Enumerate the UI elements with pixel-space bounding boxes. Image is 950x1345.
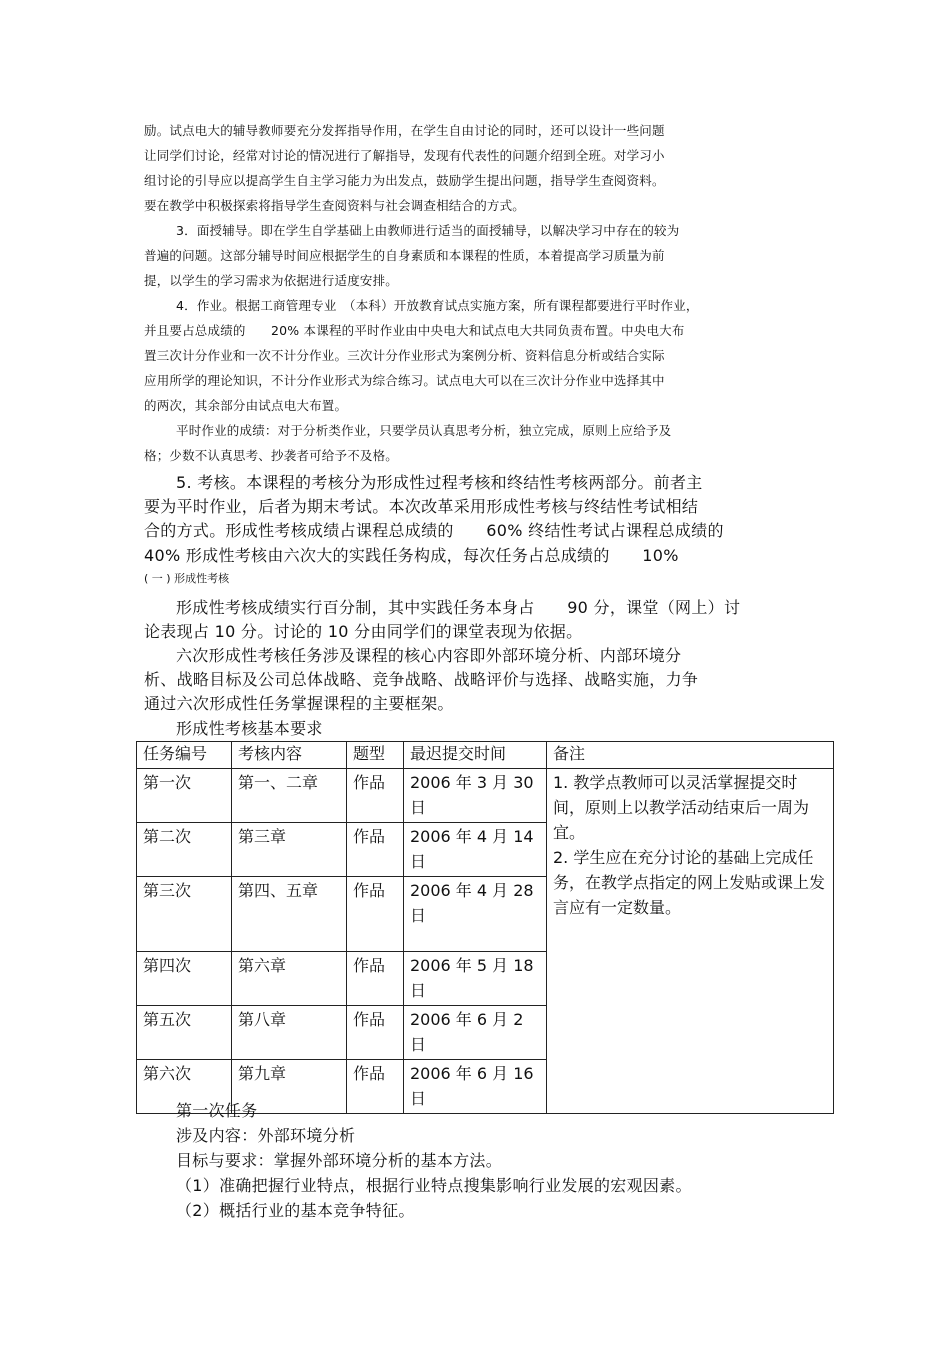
header-content: 考核内容 (232, 742, 347, 769)
note-item: 1. 教学点教师可以灵活掌握提交时间，原则上以教学活动结束后一周为宜。 (553, 773, 810, 842)
cell-type: 作品 (347, 877, 404, 952)
cell-type: 作品 (347, 1060, 404, 1114)
body-line: 六次形成性考核任务涉及课程的核心内容即外部环境分析、内部环境分 (176, 646, 682, 665)
cell-task-no: 第三次 (137, 877, 232, 952)
body-line: 40% 形成性考核由六次大的实践任务构成，每次任务占总成绩的 10% (144, 546, 679, 565)
body-line: 应用所学的理论知识，不计分作业形式为综合练习。试点电大可以在三次计分作业中选择其中 (144, 373, 665, 388)
note-item: 2. 学生应在充分讨论的基础上完成任务，在教学点指定的网上发贴或课上发言应有一定数量。 (553, 848, 826, 917)
body-line: 析、战略目标及公司总体战略、竞争战略、战略评价与选择、战略实施，力争 (144, 670, 699, 689)
cell-task-no: 第五次 (137, 1006, 232, 1060)
cell-deadline: 2006 年 4 月 14 日 (404, 823, 547, 877)
cell-type: 作品 (347, 769, 404, 823)
body-line: 3．面授辅导。即在学生自学基础上由教师进行适当的面授辅导，以解决学习中存在的较为 (176, 223, 680, 238)
body-line: 格；少数不认真思考、抄袭者可给予不及格。 (144, 448, 399, 463)
cell-task-no: 第一次 (137, 769, 232, 823)
header-task-no: 任务编号 (137, 742, 232, 769)
body-line: 组讨论的引导应以提高学生自主学习能力为出发点，鼓励学生提出问题，指导学生查阅资料。 (144, 173, 665, 188)
task-heading: 第一次任务 (176, 1101, 258, 1120)
cell-task-no: 第二次 (137, 823, 232, 877)
cell-type: 作品 (347, 952, 404, 1006)
cell-task-no: 第六次 (137, 1060, 232, 1114)
body-line: 合的方式。形成性考核成绩占课程总成绩的 60% 终结性考试占课程总成绩的 (144, 521, 724, 540)
cell-content: 第一、二章 (232, 769, 347, 823)
body-line: 要为平时作业，后者为期末考试。本次改革采用形成性考核与终结性考试相结 (144, 497, 699, 516)
body-line: 目标与要求：掌握外部环境分析的基本方法。 (176, 1151, 503, 1170)
table-caption: 形成性考核基本要求 (176, 719, 323, 738)
header-notes: 备注 (547, 742, 834, 769)
cell-deadline: 2006 年 6 月 16 日 (404, 1060, 547, 1114)
cell-task-no: 第四次 (137, 952, 232, 1006)
cell-content: 第四、五章 (232, 877, 347, 952)
cell-content: 第八章 (232, 1006, 347, 1060)
body-line: 普遍的问题。这部分辅导时间应根据学生的自身素质和本课程的性质，本着提高学习质量为前 (144, 248, 665, 263)
cell-content: 第三章 (232, 823, 347, 877)
body-line: 4．作业。根据工商管理专业 （本科）开放教育试点实施方案，所有课程都要进行平时作业， (176, 298, 699, 313)
body-line: 平时作业的成绩：对于分析类作业，只要学员认真思考分析，独立完成，原则上应给予及 (176, 423, 672, 438)
body-line: 的两次，其余部分由试点电大布置。 (144, 398, 348, 413)
cell-type: 作品 (347, 1006, 404, 1060)
body-line: 涉及内容：外部环境分析 (176, 1126, 356, 1145)
cell-notes (547, 769, 834, 1114)
header-type: 题型 (347, 742, 404, 769)
table-row (137, 769, 834, 823)
table-header-row (137, 742, 834, 769)
section-heading: ( 一 ) 形成性考核 (144, 572, 230, 585)
body-line: 励。试点电大的辅导教师要充分发挥指导作用，在学生自由讨论的同时，还可以设计一些问题 (144, 123, 665, 138)
header-deadline: 最迟提交时间 (404, 742, 547, 769)
body-line: 要在教学中积极探索将指导学生查阅资料与社会调查相结合的方式。 (144, 198, 526, 213)
cell-content: 第六章 (232, 952, 347, 1006)
cell-deadline: 2006 年 3 月 30 日 (404, 769, 547, 823)
body-line: 通过六次形成性任务掌握课程的主要框架。 (144, 694, 454, 713)
cell-content: 第九章 (232, 1060, 347, 1114)
cell-deadline: 2006 年 6 月 2 日 (404, 1006, 547, 1060)
body-line: 论表现占 10 分。讨论的 10 分由同学们的课堂表现为依据。 (144, 622, 583, 641)
body-line: 提，以学生的学习需求为依据进行适度安排。 (144, 273, 399, 288)
list-item: （2）概括行业的基本竞争特征。 (176, 1201, 415, 1220)
body-line: 并且要占总成绩的 20% 本课程的平时作业由中央电大和试点电大共同负责布置。中央电大布 (144, 323, 685, 338)
body-line: 形成性考核成绩实行百分制，其中实践任务本身占 90 分，课堂（网上）讨 (176, 598, 741, 617)
body-line: 置三次计分作业和一次不计分作业。三次计分作业形式为案例分析、资料信息分析或结合实际 (144, 348, 665, 363)
cell-deadline: 2006 年 5 月 18 日 (404, 952, 547, 1006)
body-line: 5. 考核。本课程的考核分为形成性过程考核和终结性考核两部分。前者主 (176, 473, 703, 492)
body-line: 让同学们讨论，经常对讨论的情况进行了解指导，发现有代表性的问题介绍到全班。对学习小 (144, 148, 665, 163)
cell-deadline: 2006 年 4 月 28 日 (404, 877, 547, 952)
assessment-table (136, 741, 834, 1114)
list-item: （1）准确把握行业特点，根据行业特点搜集影响行业发展的宏观因素。 (176, 1176, 692, 1195)
cell-type: 作品 (347, 823, 404, 877)
